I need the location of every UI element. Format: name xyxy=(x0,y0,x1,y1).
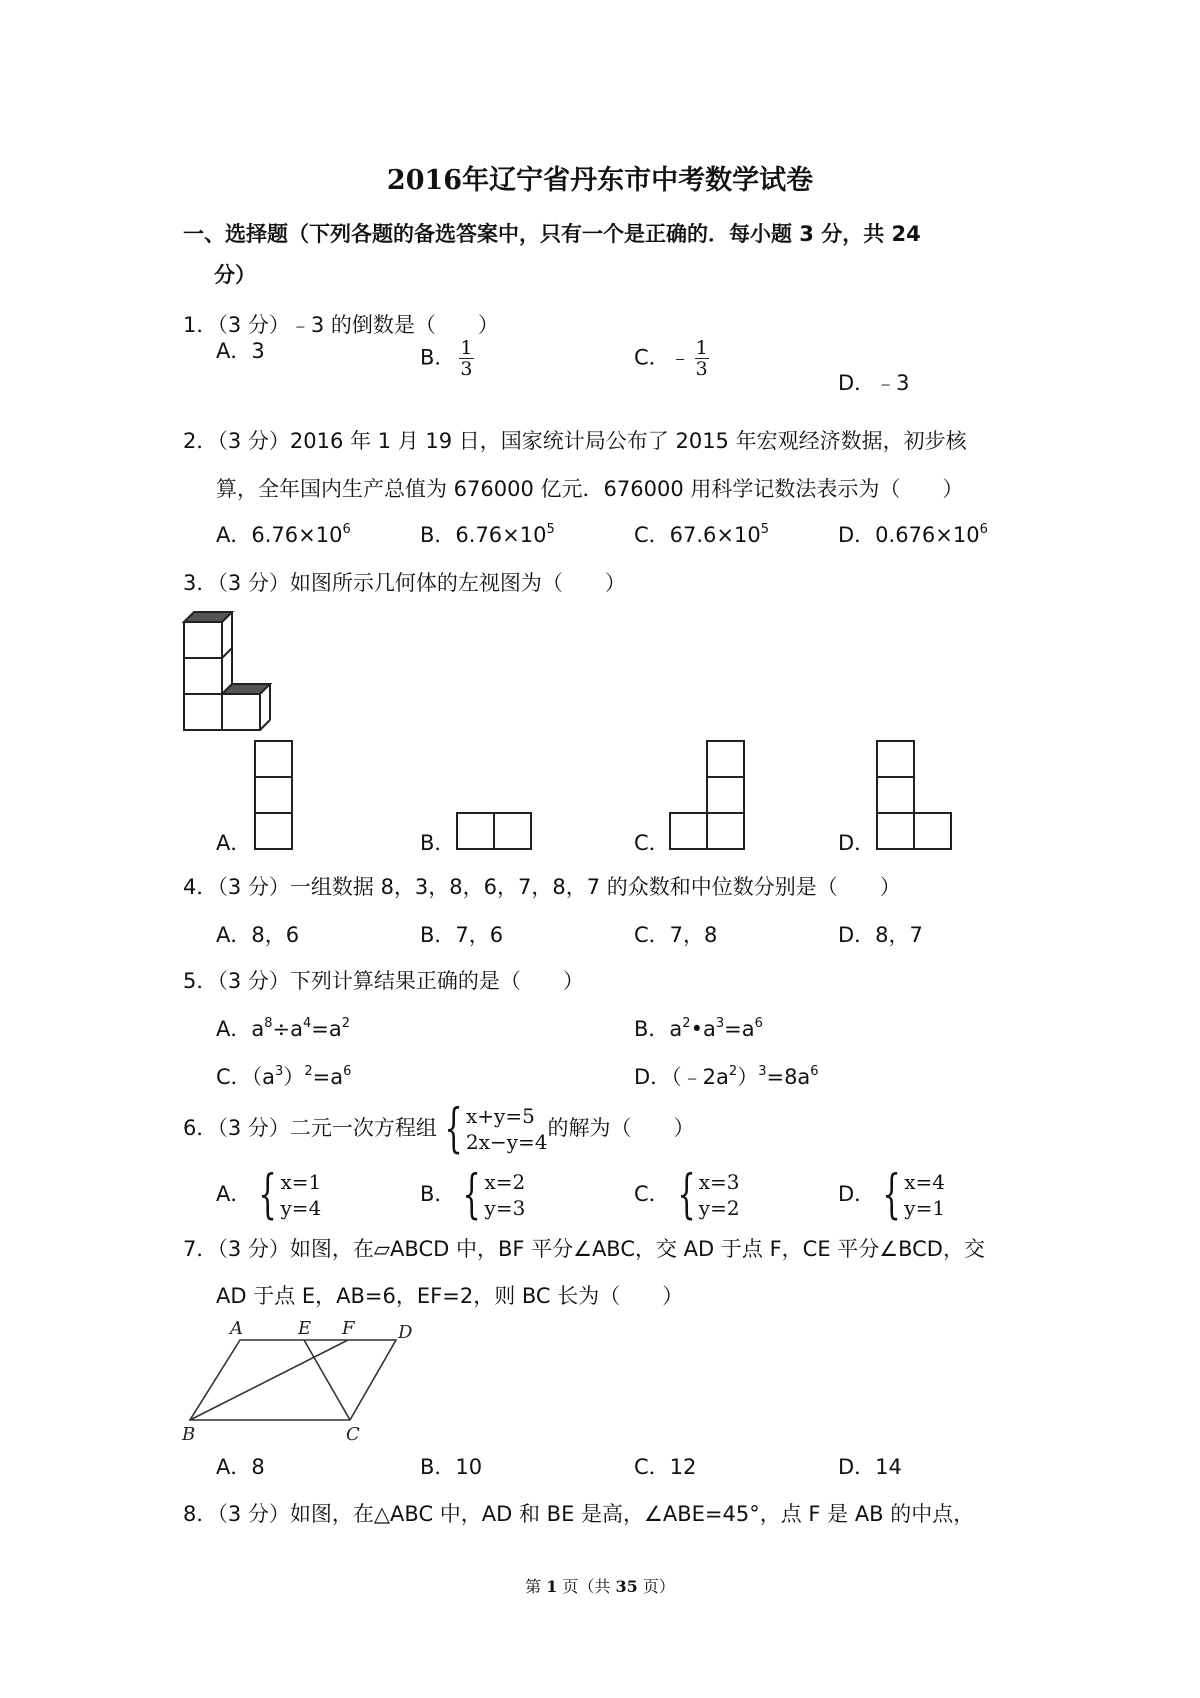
q3-option-b-figure xyxy=(456,812,534,852)
fraction: $\frac{1}{3}$ xyxy=(460,337,473,380)
solid-figure xyxy=(178,606,278,732)
label-f: F xyxy=(342,1318,355,1339)
page-footer: 第 1 页（共 35 页） xyxy=(525,1577,675,1596)
q3-option-d-figure xyxy=(876,740,956,850)
label-c: C xyxy=(346,1424,360,1445)
q3-option-c-figure xyxy=(669,740,749,850)
label-a: A xyxy=(230,1318,243,1339)
q4-option-a: A．8，6 xyxy=(216,923,300,947)
q5-option-c: C．$(a^3)^2=a^6$ xyxy=(216,1064,352,1089)
q4-option-c: C．7，8 xyxy=(634,923,718,947)
q5-option-d: D．$(﹣2a^2)^3=8a^6$ xyxy=(634,1064,819,1089)
fraction: $\frac{1}{3}$ xyxy=(695,337,708,380)
label-d: D xyxy=(398,1322,413,1343)
q3-option-d: D． xyxy=(838,831,876,855)
q1-option-c: C．﹣ $\frac{1}{3}$ xyxy=(634,337,708,380)
q6-option-a: A． { x=1 y=4 xyxy=(216,1165,322,1225)
q1-option-a: A．3 xyxy=(216,339,265,363)
q2-option-b: B．$6.76\times 10^5$ xyxy=(420,522,555,547)
q1-option-b: B． $\frac{1}{3}$ xyxy=(420,337,473,380)
label-e: E xyxy=(298,1318,312,1339)
q4-option-d: D．8，7 xyxy=(838,923,923,947)
q7-option-c: C．12 xyxy=(634,1455,697,1479)
question-1-stem: 1．（3 分）﹣3 的倒数是（ ） xyxy=(183,313,499,337)
page-title: 2016年辽宁省丹东市中考数学试卷 xyxy=(386,165,814,196)
equation-system: { x+y=5 2x−y=4 xyxy=(444,1099,548,1159)
q1-option-d: D．﹣3 xyxy=(838,371,910,395)
question-6-stem: 6．（3 分）二元一次方程组 { x+y=5 2x−y=4 的解为（ ） xyxy=(183,1099,695,1159)
section-heading: 一、选择题（下列各题的备选答案中，只有一个是正确的．每小题 3 分，共 24 xyxy=(183,222,921,246)
q7-option-a: A．8 xyxy=(216,1455,265,1479)
q7-option-b: B．10 xyxy=(420,1455,483,1479)
q6-option-c: C． { x=3 y=2 xyxy=(634,1165,740,1225)
question-5-stem: 5．（3 分）下列计算结果正确的是（ ） xyxy=(183,969,584,993)
question-7-stem-cont: AD 于点 E，AB=6，EF=2，则 BC 长为（ ） xyxy=(216,1284,684,1308)
question-3-stem: 3．（3 分）如图所示几何体的左视图为（ ） xyxy=(183,571,626,595)
q3-option-a-figure xyxy=(254,740,294,850)
q7-option-d: D．14 xyxy=(838,1455,902,1479)
q2-option-a: A．$6.76\times 10^6$ xyxy=(216,522,351,547)
label-b: B xyxy=(182,1424,196,1445)
q5-option-a: A．$a^8\div a^4=a^2$ xyxy=(216,1016,351,1041)
question-4-stem: 4．（3 分）一组数据 8，3，8，6，7，8，7 的众数和中位数分别是（ ） xyxy=(183,875,901,899)
question-2-stem-cont: 算，全年国内生产总值为 676000 亿元．676000 用科学记数法表示为（ ） xyxy=(216,477,964,501)
q2-option-d: D．$0.676\times 10^6$ xyxy=(838,522,988,547)
q5-option-b: B．$a^2•a^3=a^6$ xyxy=(634,1016,763,1041)
question-2-stem: 2．（3 分）2016 年 1 月 19 日，国家统计局公布了 2015 年宏观经济数据，初步核 xyxy=(183,429,967,453)
q2-option-c: C．$67.6\times 10^5$ xyxy=(634,522,770,547)
q3-option-c: C． xyxy=(634,831,670,855)
question-7-stem: 7．（3 分）如图，在▱ABCD 中，BF 平分∠ABC，交 AD 于点 F，CE 平分∠BCD，交 xyxy=(183,1237,985,1261)
q6-option-b: B． { x=2 y=3 xyxy=(420,1165,526,1225)
question-8-stem: 8．（3 分）如图，在△ABC 中，AD 和 BE 是高，∠ABE=45°，点 F 是 AB 的中点， xyxy=(183,1502,975,1526)
q4-option-b: B．7，6 xyxy=(420,923,504,947)
parallelogram-figure xyxy=(180,1318,420,1446)
q3-option-b: B． xyxy=(420,831,456,855)
q6-option-d: D． { x=4 y=1 xyxy=(838,1165,946,1225)
section-heading-cont: 分） xyxy=(214,263,256,287)
q3-option-a: A． xyxy=(216,831,252,855)
